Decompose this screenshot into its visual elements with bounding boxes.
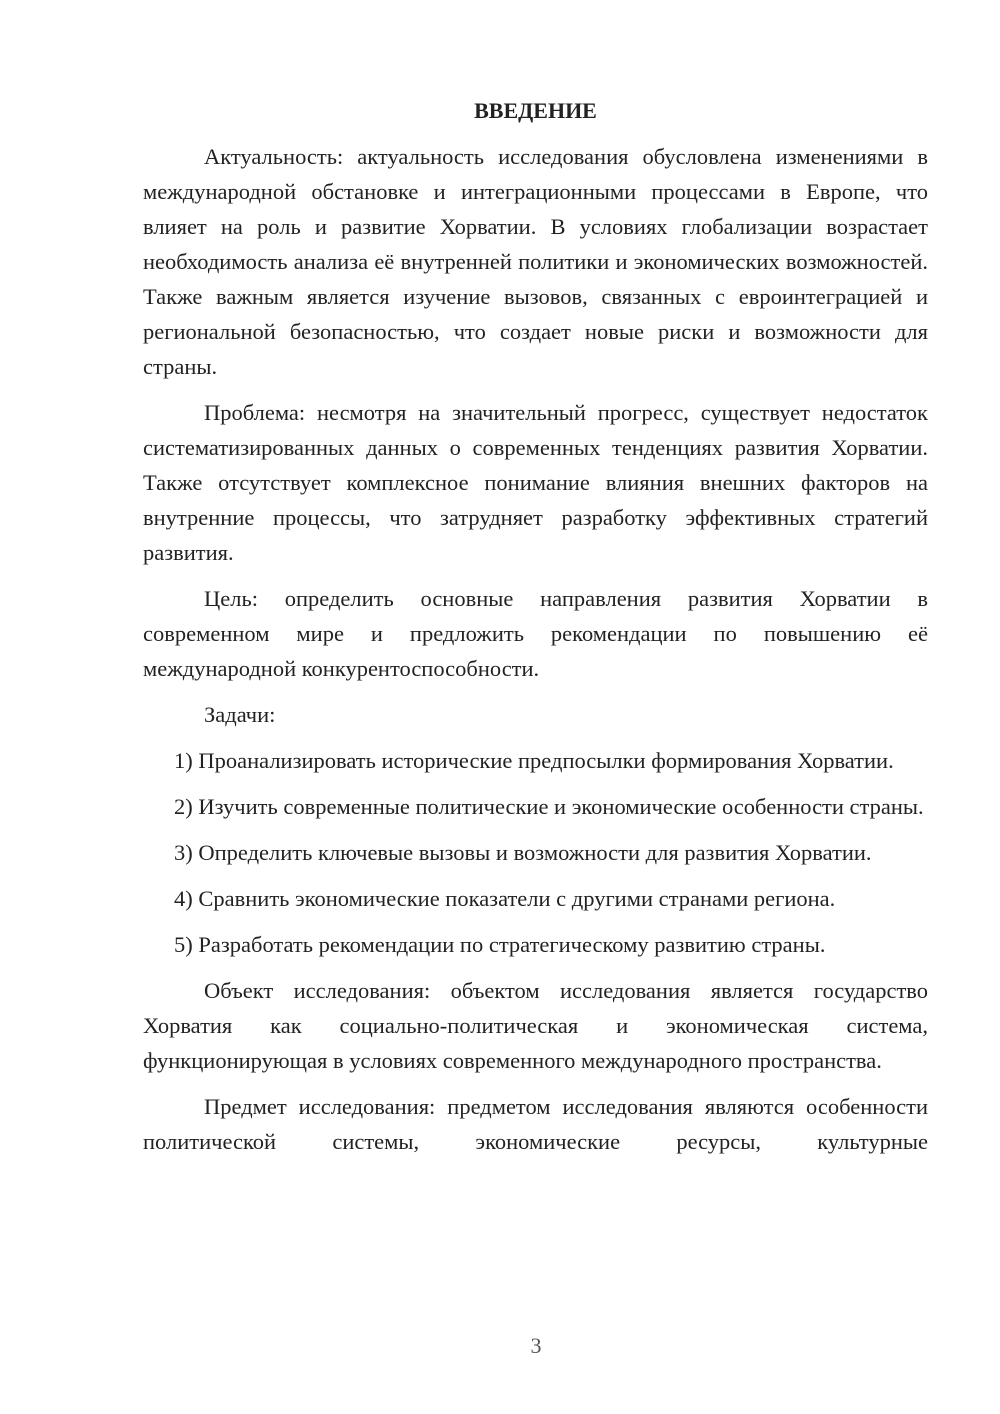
task-item-4: 4) Сравнить экономические показатели с другими странами региона. [174, 886, 836, 911]
section-heading: ВВЕДЕНИЕ [474, 98, 597, 123]
paragraph-relevance: Актуальность: актуальность исследования обусловлена изменениями в международной обстановке и интеграционными процессами в Европе, что влияет на роль и развитие Хорватии. В условиях глобализации возрастает необходимость анализа её внутренней политики и экономических возможностей. Также важным является изучение вызовов, связанных с евроинтеграцией и региональной безопасностью, что создает новые риски и возможности для страны. [143, 144, 928, 379]
tasks-label: Задачи: [204, 702, 276, 727]
paragraph-subject: Предмет исследования: предметом исследования являются особенности политической системы, экономические ресурсы, культурные [143, 1094, 928, 1154]
task-item-2: 2) Изучить современные политические и экономические особенности страны. [174, 794, 924, 819]
task-item-3: 3) Определить ключевые вызовы и возможности для развития Хорватии. [174, 840, 872, 865]
task-item-5: 5) Разработать рекомендации по стратегическому развитию страны. [174, 932, 826, 957]
paragraph-problem: Проблема: несмотря на значительный прогресс, существует недостаток систематизированных данных о современных тенденциях развития Хорватии. Также отсутствует комплексное понимание влияния внешних факторов на внутренние процессы, что затрудняет разработку эффективных стратегий развития. [143, 400, 928, 565]
page-content [143, 96, 928, 1170]
paragraph-object: Объект исследования: объектом исследования является государство Хорватия как социально-политическая и экономическая система, функционирующая в условиях современного международного пространства. [143, 978, 928, 1073]
paragraph-goal: Цель: определить основные направления развития Хорватии в современном мире и предложить рекомендации по повышению её международной конкурентоспособности. [143, 586, 928, 681]
page-number: 3 [530, 1333, 542, 1358]
task-item-1: 1) Проанализировать исторические предпосылки формирования Хорватии. [174, 748, 894, 773]
